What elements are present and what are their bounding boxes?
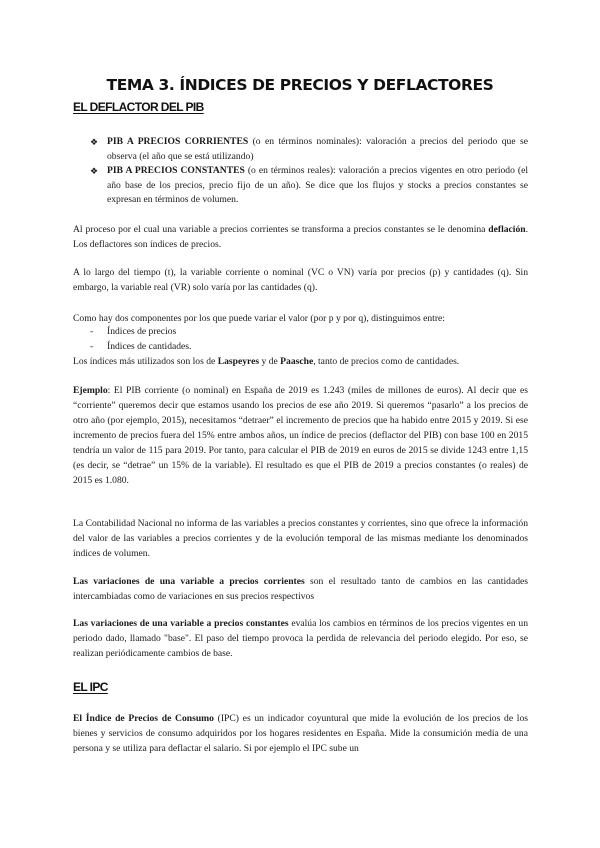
paragraph-ejemplo: [73, 383, 528, 488]
bold-term: Ejemplo: [73, 385, 108, 396]
bullet-list: [90, 135, 528, 208]
paragraph-ipc: [73, 711, 528, 756]
bullet-text: (o en términos nominales): valoración a precios del periodo que se observa (el año que se está utilizando): [107, 136, 528, 162]
text-run: Los índices más utilizados son los de: [73, 356, 218, 367]
document-title: TEMA 3. ÍNDICES DE PRECIOS Y DEFLACTORES: [106, 76, 494, 94]
text-run: Al proceso por el cual una variable a precios corrientes se transforma a precios constantes se le denomina: [73, 224, 489, 235]
dash-item-cantidades: - Índices de cantidades.: [90, 340, 192, 352]
bold-term: deflación: [488, 224, 526, 235]
bullet-item-precios-corrientes: [90, 135, 528, 164]
diamond-bullet-icon: ❖: [90, 137, 99, 147]
bullet-term: PIB A PRECIOS CORRIENTES: [107, 136, 249, 147]
text-run: , tanto de precios como de cantidades.: [313, 356, 460, 367]
bold-term: Las variaciones de una variable a precios corrientes: [73, 576, 305, 587]
paragraph-variaciones-constantes: [73, 616, 528, 661]
text-run: son el resultado tanto de cambios en las cantidades intercambiadas como de variaciones en sus precios respectivos: [73, 576, 528, 602]
dash-list: [90, 325, 510, 354]
bold-term: Laspeyres: [217, 356, 260, 367]
diamond-bullet-icon: ❖: [90, 166, 99, 177]
paragraph-variaciones-corrientes: [73, 574, 528, 604]
bold-term: Las variaciones de una variable a precios constantes: [73, 618, 289, 629]
text-run: . Los deflactores son índices de precios.: [73, 224, 528, 250]
dash-item-text: Índices de precios: [107, 326, 177, 337]
bullet-item-precios-constantes: [90, 164, 528, 208]
text-run: y de: [259, 356, 281, 367]
text-run: (IPC) es un indicador coyuntural que mide la evolución de los precios de los bienes y servicios de consumo adquiridos por los hogares residentes en España. Mide la consumición media de una persona y se utiliza para deflactar el salario. Si por ejemplo el IPC sube un: [73, 713, 529, 754]
paragraph-contabilidad-nacional: La Contabilidad Nacional no informa de las variables a precios constantes y corrientes, sino que ofrece la información del valor de las variables a precios corrientes y de la evolución temporal de las mismas mediante los denominados índices de volumen.: [73, 518, 528, 559]
bullet-text: (o en términos reales): valoración a precios vigentes en otro periodo (el año base de los precios, precio fijo de un año). Se dice que los flujos y stocks a precios constantes se expresan en términos de volumen.: [107, 165, 529, 206]
bold-term: Paasche: [280, 356, 314, 367]
dash-item-text: Índices de cantidades.: [107, 340, 192, 352]
section-heading-deflactor: EL DEFLACTOR DEL PIB: [73, 100, 204, 114]
dash-item-precios: - Índices de precios: [90, 326, 177, 337]
bullet-term: PIB A PRECIOS CONSTANTES: [107, 165, 245, 177]
text-run: evalúa los cambios en términos de los precios vigentes en un periodo dado, llamado "base". El paso del tiempo provoca la perdida de relevancia del periodo elegido. Por eso, se realizan periódicamente cambios de base.: [73, 618, 528, 659]
paragraph-deflacion: [73, 222, 528, 252]
bold-term: El Índice de Precios de Consumo: [73, 713, 214, 724]
text-run: : El PIB corriente (o nominal) en España de 2019 es 1.243 (miles de millones de euros). Al decir que es “corriente” queremos decir que estamos usando los precios de ese año 2019. Si queremos “pasarlo” a los precios de otro año (por ejemplo, 2015), necesitamos “detraer” el incremento de precios que ha habido entre 2015 y 2019. Si ese incremento de precios fuera del 15% entre ambos años, un índice de precios (deflactor del PIB) con base 100 en 2015 tendría un valor de 115 para 2019. Por tanto, para calcular el PIB de 2019 en euros de 2015 se divide 1243 entre 1,15 (es decir, se “detrae” un 15% de la variable). El resultado es que el PIB de 2019 a precios constantes (o reales) de 2015 es 1.080.: [73, 385, 528, 486]
section-heading-ipc: EL IPC: [73, 680, 108, 694]
paragraph-tiempo: A lo largo del tiempo (t), la variable corriente o nominal (VC o VN) varía por precios (p) y cantidades (q). Sin embargo, la variable real (VR) solo varía por las cantidades (q).: [73, 267, 528, 293]
paragraph-indices: [73, 354, 528, 369]
paragraph-componentes: Como hay dos componentes por los que puede variar el valor (por p y por q), distinguimos entre:: [73, 313, 445, 324]
